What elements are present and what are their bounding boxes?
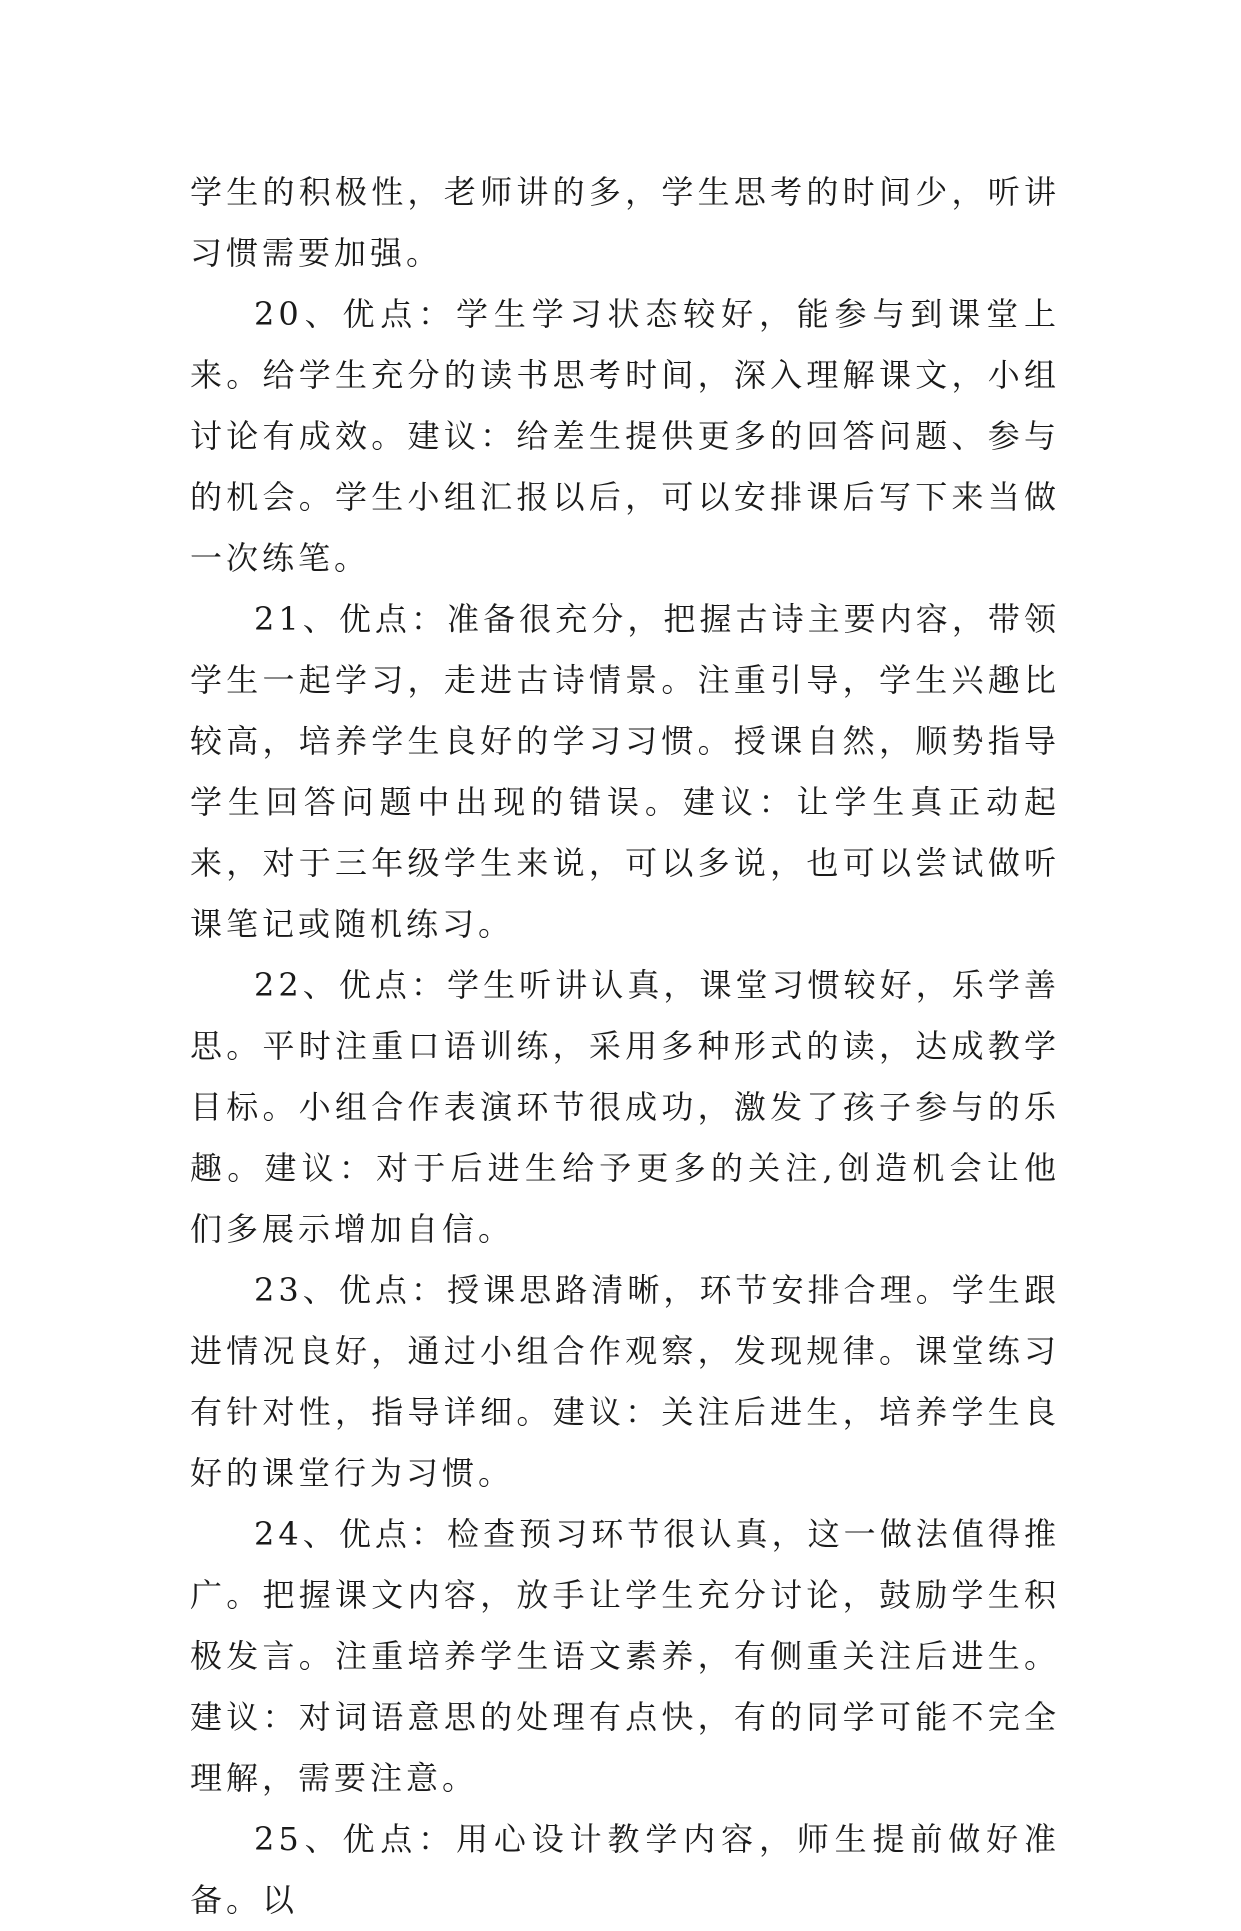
paragraph-item-25: 25、优点：用心设计教学内容，师生提前做好准备。以 bbox=[190, 1820, 1060, 1919]
paragraph-item-20: 20、优点：学生学习状态较好，能参与到课堂上来。给学生充分的读书思考时间，深入理解课文，小组讨论有成效。建议：给差生提供更多的回答问题、参与的机会。学生小组汇报以后，可以安排课后写下来当做一次练笔。 bbox=[190, 295, 1060, 577]
paragraph-item-21: 21、优点：准备很充分，把握古诗主要内容，带领学生一起学习，走进古诗情景。注重引导，学生兴趣比较高，培养学生良好的学习习惯。授课自然，顺势指导学生回答问题中出现的错误。建议：让学生真正动起来，对于三年级学生来说，可以多说，也可以尝试做听课笔记或随机练习。 bbox=[190, 600, 1060, 943]
paragraph-item-22: 22、优点：学生听讲认真，课堂习惯较好，乐学善思。平时注重口语训练，采用多种形式的读，达成教学目标。小组合作表演环节很成功，激发了孩子参与的乐趣。建议：对于后进生给予更多的关注,创造机会让他们多展示增加自信。 bbox=[190, 966, 1060, 1248]
document-body bbox=[190, 162, 1060, 1931]
paragraph-item-23: 23、优点：授课思路清晰，环节安排合理。学生跟进情况良好，通过小组合作观察，发现规律。课堂练习有针对性，指导详细。建议：关注后进生，培养学生良好的课堂行为习惯。 bbox=[190, 1271, 1060, 1492]
paragraph-continuation: 学生的积极性，老师讲的多，学生思考的时间少，听讲习惯需要加强。 bbox=[190, 173, 1060, 272]
paragraph-item-24: 24、优点：检查预习环节很认真，这一做法值得推广。把握课文内容，放手让学生充分讨论，鼓励学生积极发言。注重培养学生语文素养，有侧重关注后进生。建议：对词语意思的处理有点快，有的同学可能不完全理解，需要注意。 bbox=[190, 1515, 1060, 1797]
